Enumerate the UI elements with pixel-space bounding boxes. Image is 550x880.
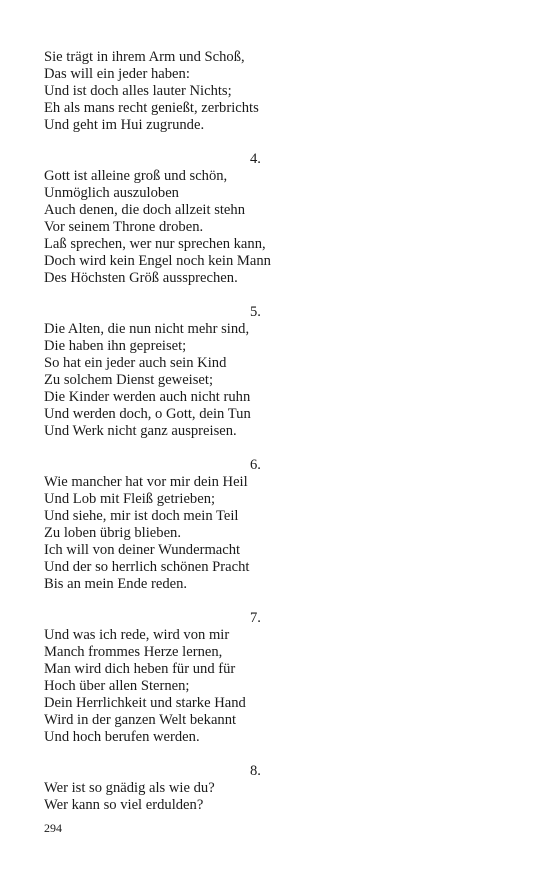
verse-line: Zu loben übrig blieben. — [44, 525, 181, 541]
stanza-number: 5. — [250, 304, 261, 320]
verse-line: Dein Herrlichkeit und starke Hand — [44, 695, 246, 711]
verse-line: Die Alten, die nun nicht mehr sind, — [44, 321, 250, 337]
verse-line: Zu solchem Dienst geweiset; — [44, 372, 214, 388]
verse-line: Das will ein jeder haben: — [44, 66, 190, 82]
verse-line: Wer ist so gnädig als wie du? — [44, 780, 215, 796]
verse-line: Und Werk nicht ganz auspreisen. — [44, 423, 237, 439]
verse-line: Auch denen, die doch allzeit stehn — [44, 202, 245, 218]
verse-line: So hat ein jeder auch sein Kind — [44, 355, 227, 371]
verse-line: Bis an mein Ende reden. — [44, 576, 188, 592]
verse-line: Und der so herrlich schönen Pracht — [44, 559, 250, 575]
verse-line: Eh als mans recht genießt, zerbrichts — [44, 100, 259, 116]
verse-line: Wer kann so viel erdulden? — [44, 797, 204, 813]
stanza-4 — [44, 151, 514, 287]
verse-line: Hoch über allen Sternen; — [44, 678, 190, 694]
verse-line: Und Lob mit Fleiß getrieben; — [44, 491, 216, 507]
verse-line: Ich will von deiner Wundermacht — [44, 542, 241, 558]
page-number: 294 — [44, 821, 62, 835]
stanza-3-continued — [44, 49, 514, 134]
stanza-7 — [44, 610, 514, 746]
verse-line: Des Höchsten Größ aussprechen. — [44, 270, 238, 286]
verse-line: Und was ich rede, wird von mir — [44, 627, 230, 643]
verse-line: Laß sprechen, wer nur sprechen kann, — [44, 236, 266, 252]
poem-text — [44, 49, 514, 814]
stanza-number: 4. — [250, 151, 261, 167]
stanza-5 — [44, 304, 514, 440]
verse-line: Und geht im Hui zugrunde. — [44, 117, 205, 133]
stanza-number: 7. — [250, 610, 261, 626]
verse-line: Die Kinder werden auch nicht ruhn — [44, 389, 251, 405]
verse-line: Und ist doch alles lauter Nichts; — [44, 83, 232, 99]
verse-line: Manch frommes Herze lernen, — [44, 644, 223, 660]
verse-line: Doch wird kein Engel noch kein Mann — [44, 253, 271, 269]
verse-line: Vor seinem Throne droben. — [44, 219, 204, 235]
verse-line: Unmöglich auszuloben — [44, 185, 179, 201]
stanza-8 — [44, 763, 514, 814]
stanza-number: 8. — [250, 763, 261, 779]
stanza-number: 6. — [250, 457, 261, 473]
verse-line: Wird in der ganzen Welt bekannt — [44, 712, 237, 728]
verse-line: Und siehe, mir ist doch mein Teil — [44, 508, 239, 524]
verse-line: Man wird dich heben für und für — [44, 661, 236, 677]
verse-line: Und hoch berufen werden. — [44, 729, 200, 745]
verse-line: Die haben ihn gepreiset; — [44, 338, 187, 354]
verse-line: Und werden doch, o Gott, dein Tun — [44, 406, 251, 422]
verse-line: Sie trägt in ihrem Arm und Schoß, — [44, 49, 245, 65]
verse-line: Wie mancher hat vor mir dein Heil — [44, 474, 248, 490]
verse-line: Gott ist alleine groß und schön, — [44, 168, 228, 184]
stanza-6 — [44, 457, 514, 593]
